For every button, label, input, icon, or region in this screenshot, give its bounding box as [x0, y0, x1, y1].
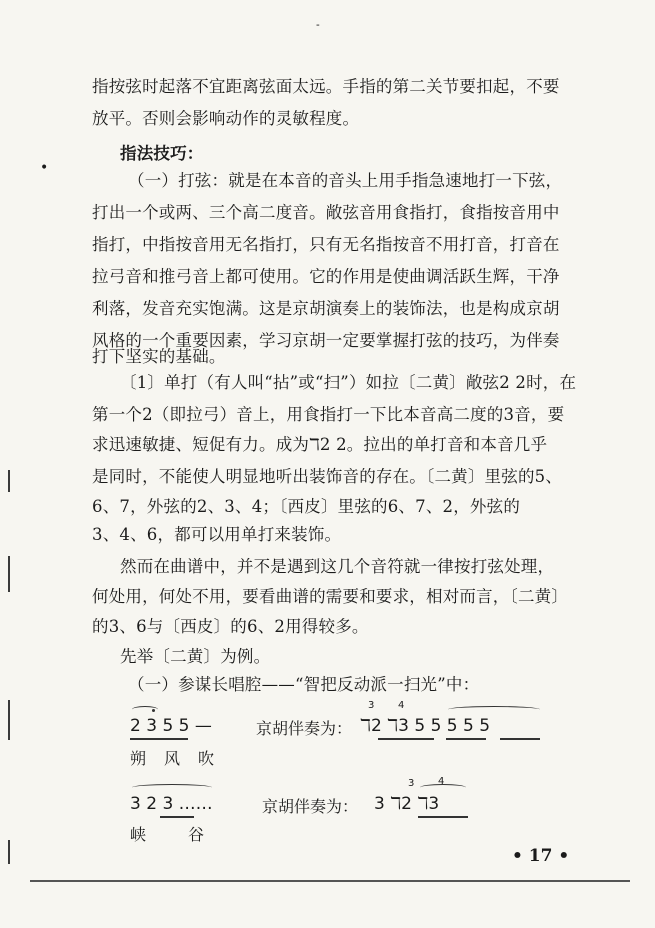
text-line: 何处用，何处不用，要看曲谱的需要和要求，相对而言，〔二黄〕	[92, 587, 569, 606]
accompaniment-notation: ℸ2 ℸ3 5 5 5 5 5	[360, 716, 491, 736]
slur-mark	[420, 784, 466, 791]
beat-underline	[130, 738, 188, 740]
bottom-edge-line	[30, 880, 630, 882]
text-line: 求迅速敏捷、短促有力。成为ℸ2 2。拉出的单打音和本音几乎	[92, 435, 548, 454]
text-line: 先举〔二黄〕为例。	[120, 647, 271, 666]
grace-note: 4	[438, 776, 445, 787]
melody-notation: 3 2 3 ……	[130, 794, 213, 814]
text-line: 放平。否则会影响动作的灵敏程度。	[92, 109, 360, 128]
text-line: （一）打弦：就是在本音的音头上用手指急速地打一下弦，	[128, 171, 563, 190]
lyrics-line: 朔风吹	[130, 749, 233, 768]
slur-mark	[448, 706, 540, 713]
text-line: 拉弓音和推弓音上都可使用。它的作用是使曲调活跃生辉，干净	[92, 267, 560, 286]
beat-underline	[500, 738, 540, 740]
grace-note: 3	[368, 700, 375, 711]
page-number: • 17 •	[512, 846, 570, 866]
left-edge-mark	[8, 556, 10, 592]
grace-note: 4	[398, 700, 405, 711]
beat-underline	[418, 816, 468, 818]
right-edge-mark	[8, 470, 10, 492]
text-line: 〔1〕单打（有人叫“拈”或“扫”）如拉〔二黄〕敞弦2 2时，在	[120, 373, 577, 392]
text-line: 6、7，外弦的2、3、4；〔西皮〕里弦的6、7、2，外弦的	[92, 497, 521, 516]
text-line: 然而在曲谱中，并不是遇到这几个音符就一律按打弦处理，	[120, 557, 555, 576]
left-edge-mark-3	[8, 840, 10, 864]
side-bullet: •	[40, 160, 49, 176]
octave-dot	[152, 709, 155, 712]
text-line: 的3、6与〔西皮〕的6、2用得较多。	[92, 617, 369, 636]
melody-notation: 2 3 5 5 —	[130, 716, 212, 736]
text-line: 第一个2（即拉弓）音上，用食指打一下比本音高二度的3音，要	[92, 405, 565, 424]
top-mark: -	[316, 18, 320, 31]
example-heading: （一）参谋长唱腔——“智把反动派一扫光”中：	[128, 675, 480, 694]
accompaniment-notation: 3 ℸ2 ℸ3	[374, 794, 440, 814]
section-heading: 指法技巧：	[120, 144, 204, 163]
beat-underline	[446, 738, 486, 740]
text-line: 打出一个或两、三个高二度音。敞弦音用食指打，食指按音用中	[92, 203, 560, 222]
lyrics-line: 峡谷	[130, 825, 247, 844]
left-edge-mark-2	[8, 700, 10, 740]
text-line: 利落，发音充实饱满。这是京胡演奏上的装饰法，也是构成京胡	[92, 299, 560, 318]
beat-underline	[160, 816, 194, 818]
slur-mark	[132, 784, 212, 791]
text-line: 是同时，不能使人明显地听出装饰音的存在。〔二黄〕里弦的5、	[92, 467, 563, 486]
text-line: 指打，中指按音用无名指打，只有无名指按音不用打音，打音在	[92, 235, 560, 254]
text-line: 指按弦时起落不宜距离弦面太远。手指的第二关节要扣起，不要	[92, 77, 560, 96]
text-line: 3、4、6，都可以用单打来装饰。	[92, 525, 342, 544]
accompaniment-label: 京胡伴奏为：	[256, 719, 353, 738]
text-line: 风格的一个重要因素，学习京胡一定要掌握打弦的技巧，为伴奏	[92, 331, 560, 350]
text-line: 打下坚实的基础。	[92, 347, 226, 366]
grace-note: 3	[408, 778, 415, 789]
beat-underline	[378, 738, 434, 740]
accompaniment-label: 京胡伴奏为：	[262, 797, 359, 816]
